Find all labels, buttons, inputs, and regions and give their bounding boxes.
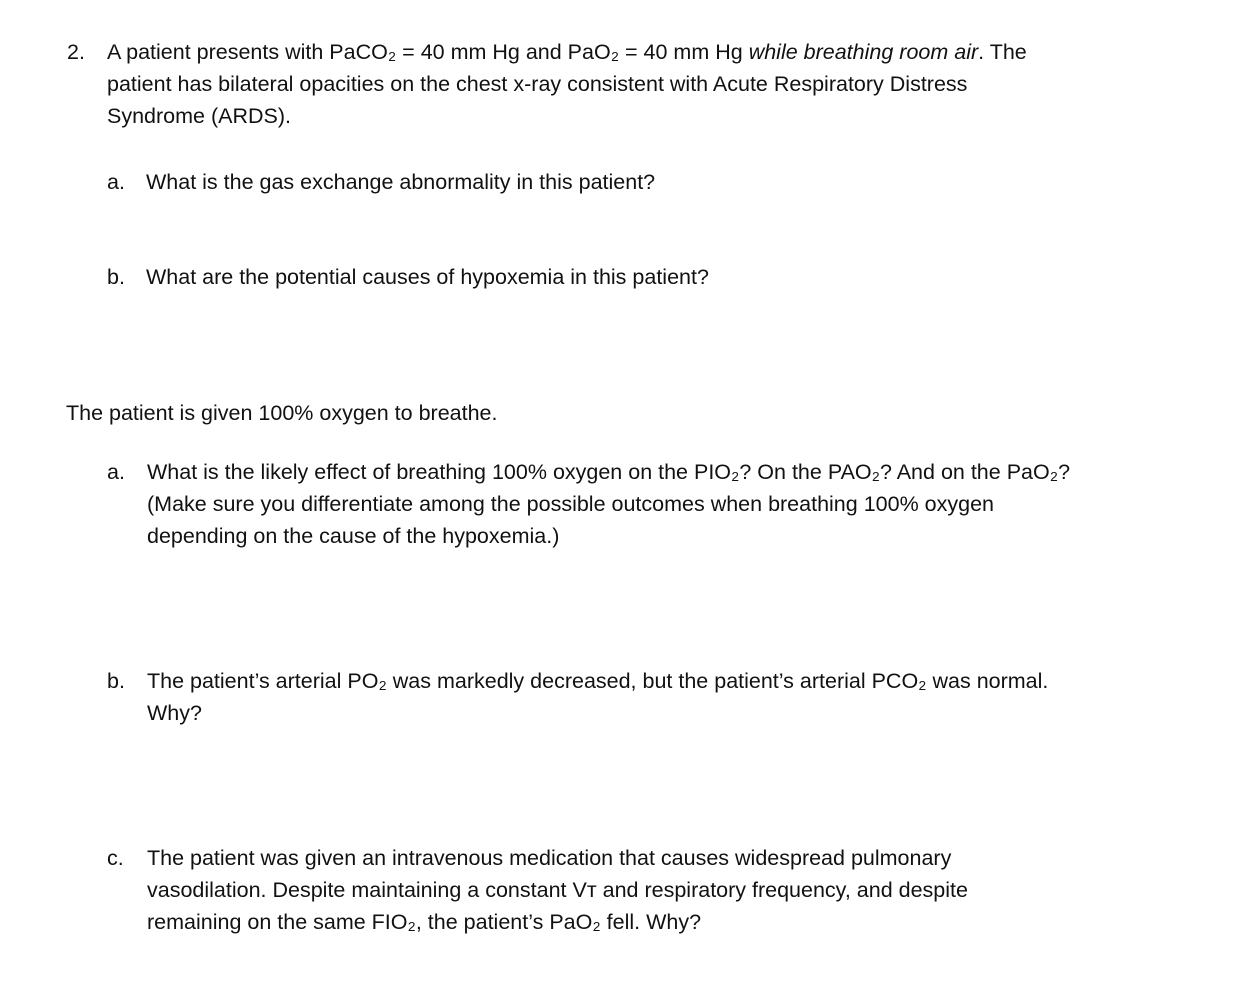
oxygen-question-b-text (147, 665, 1207, 729)
oxygen-question-c-line-3: remaining on the same FIO₂, the patient’s PaO₂ fell. Why? (147, 910, 702, 934)
oxygen-question-a-line-2: (Make sure you differentiate among the possible outcomes when breathing 100% oxygen (147, 492, 994, 516)
question-stem-line-2: patient has bilateral opacities on the chest x-ray consistent with Acute Respiratory Distress (107, 72, 968, 96)
question-stem (107, 36, 1187, 132)
oxygen-question-b-letter: b. (107, 669, 125, 693)
oxygen-question-c-line-2: vasodilation. Despite maintaining a constant Vᴛ and respiratory frequency, and despite (147, 878, 968, 902)
oxygen-question-c-letter: c. (107, 846, 124, 870)
oxygen-question-a-letter: a. (107, 460, 125, 484)
oxygen-question-a-text (147, 456, 1207, 552)
subquestion-a-letter: a. (107, 170, 125, 194)
room-air-emphasis: while breathing room air (748, 40, 979, 64)
oxygen-question-a-line-1: What is the likely effect of breathing 100% oxygen on the PIO₂? On the PAO₂? And on the PaO₂? (147, 460, 1071, 484)
subquestion-b-text: What are the potential causes of hypoxemia in this patient? (146, 265, 709, 289)
oxygen-question-c-text (147, 842, 1207, 938)
subquestion-b-letter: b. (107, 265, 125, 289)
oxygen-section-intro: The patient is given 100% oxygen to breathe. (66, 401, 498, 425)
question-number: 2. (67, 40, 85, 64)
question-stem-line-3: Syndrome (ARDS). (107, 104, 291, 128)
subquestion-a-text: What is the gas exchange abnormality in this patient? (146, 170, 656, 194)
oxygen-question-a-line-3: depending on the cause of the hypoxemia.) (147, 524, 560, 548)
question-stem-line-1: A patient presents with PaCO₂ = 40 mm Hg and PaO₂ = 40 mm Hg while breathing room air. The (107, 40, 1027, 64)
oxygen-question-b-line-2: Why? (147, 701, 202, 725)
oxygen-question-c-line-1: The patient was given an intravenous medication that causes widespread pulmonary (147, 846, 952, 870)
oxygen-question-b-line-1: The patient’s arterial PO₂ was markedly decreased, but the patient’s arterial PCO₂ was normal. (147, 669, 1049, 693)
